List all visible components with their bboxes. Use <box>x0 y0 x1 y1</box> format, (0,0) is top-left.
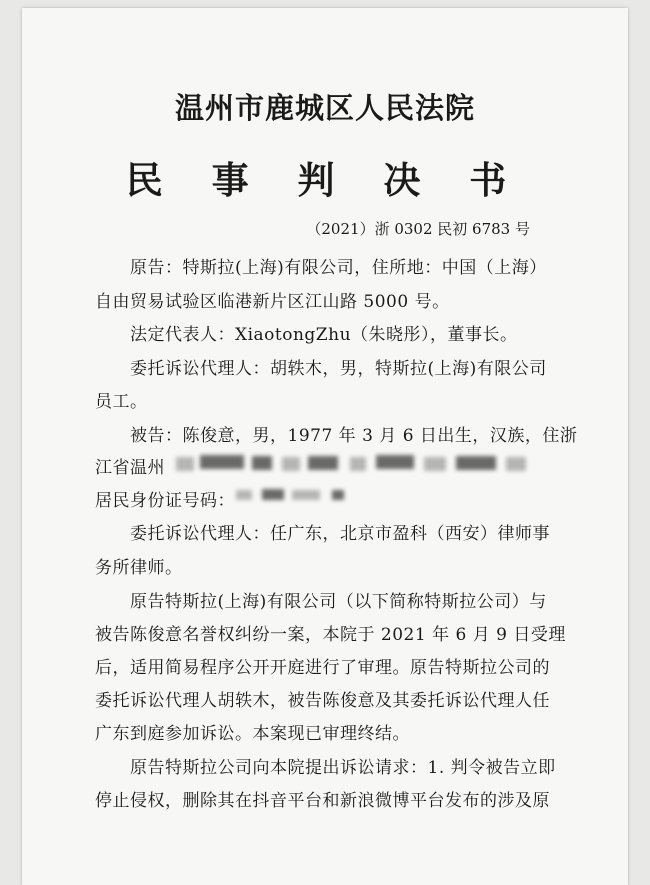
body-line: 务所律师。 <box>95 558 183 578</box>
case-number: （2021）浙 0302 民初 6783 号 <box>306 220 530 238</box>
body-line: 居民身份证号码： <box>95 491 235 511</box>
body-line: 原告特斯拉(上海)有限公司（以下简称特斯拉公司）与 <box>130 592 547 612</box>
body-line: 员工。 <box>95 392 148 412</box>
body-line: 委托诉讼代理人：任广东，北京市盈科（西安）律师事 <box>130 524 550 544</box>
body-line: 委托诉讼代理人：胡轶木，男，特斯拉(上海)有限公司 <box>130 359 547 379</box>
body-line: 原告：特斯拉(上海)有限公司，住所地：中国（上海） <box>130 258 547 278</box>
body-line: 广东到庭参加诉讼。本案现已审理终结。 <box>95 724 410 744</box>
body-line: 自由贸易试验区临港新片区江山路 5000 号。 <box>95 292 450 312</box>
body-line: 被告：陈俊意，男，1977 年 3 月 6 日出生，汉族，住浙 <box>130 426 578 446</box>
court-name: 温州市鹿城区人民法院 <box>174 91 475 125</box>
body-line: 停止侵权，删除其在抖音平台和新浪微博平台发布的涉及原 <box>95 791 550 811</box>
body-line: 被告陈俊意名誉权纠纷一案，本院于 2021 年 6 月 9 日受理 <box>95 625 566 645</box>
body-line: 后，适用简易程序公开开庭进行了审理。原告特斯拉公司的 <box>95 658 550 678</box>
body-line: 法定代表人：XiaotongZhu（朱晓彤），董事长。 <box>130 325 518 345</box>
body-line: 江省温州 <box>95 458 165 478</box>
body-line: 原告特斯拉公司向本院提出诉讼请求：1. 判令被告立即 <box>130 758 556 778</box>
document-type-title: 民 事 判 决 书 <box>125 158 525 202</box>
body-line: 委托诉讼代理人胡轶木，被告陈俊意及其委托诉讼代理人任 <box>95 691 550 711</box>
